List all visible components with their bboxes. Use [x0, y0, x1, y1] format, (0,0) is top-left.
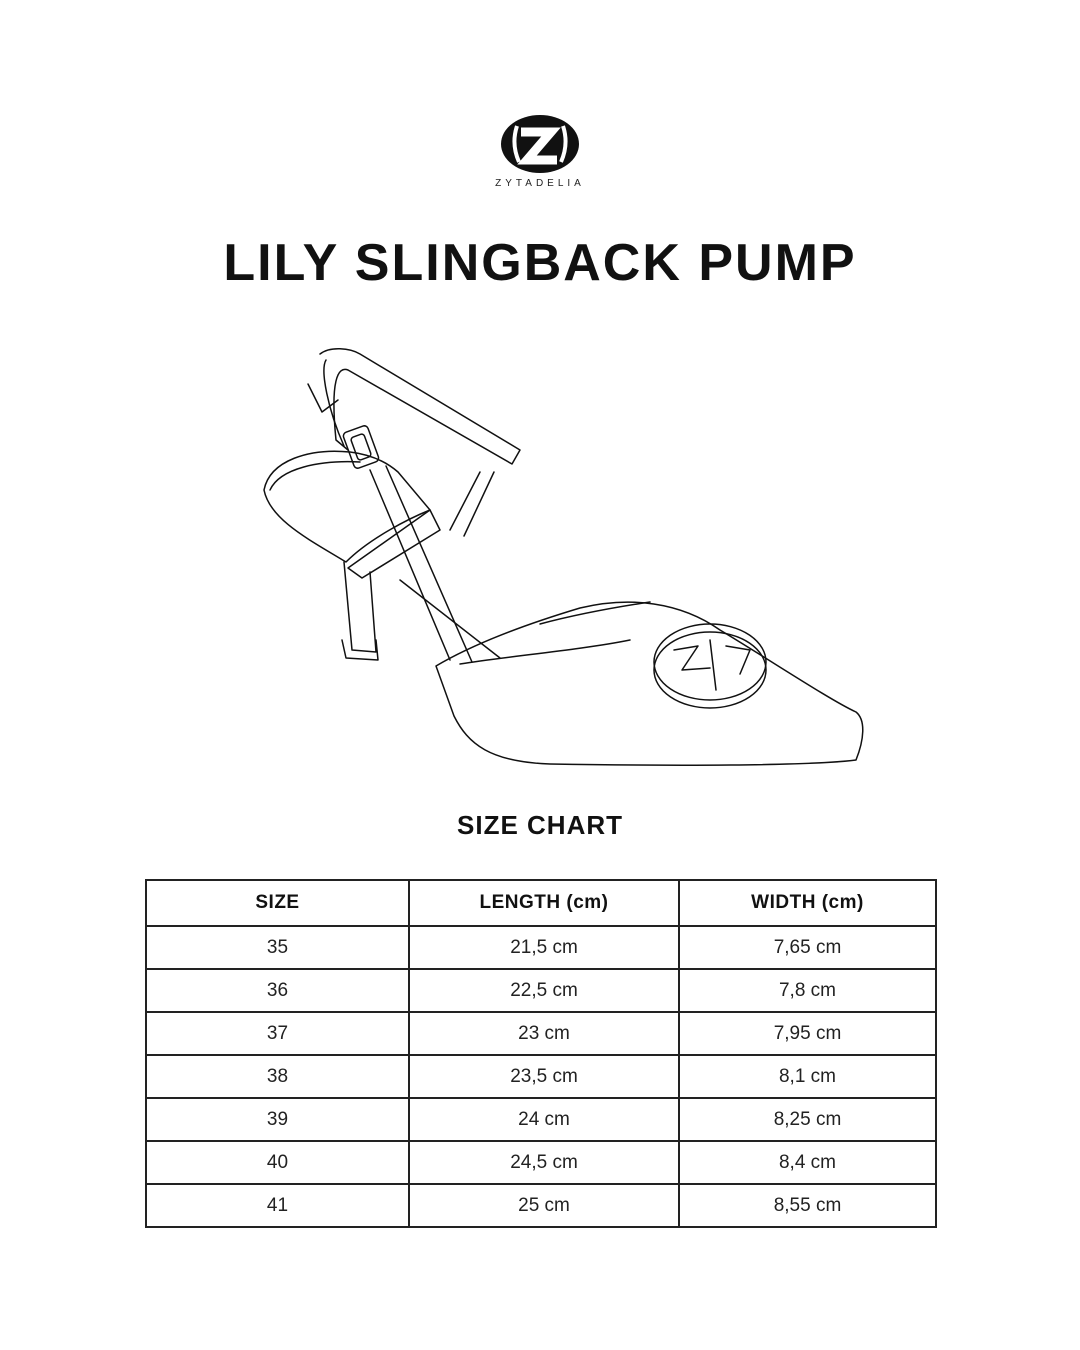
size-cell: 36	[146, 969, 409, 1012]
page-title: LILY SLINGBACK PUMP	[223, 234, 857, 292]
column-header-length: LENGTH (cm)	[409, 880, 679, 926]
shoe-illustration	[250, 340, 880, 780]
width-cell: 8,1 cm	[679, 1055, 936, 1098]
table-row	[146, 969, 936, 1012]
size-cell: 39	[146, 1098, 409, 1141]
table-row	[146, 1184, 936, 1227]
size-cell: 37	[146, 1012, 409, 1055]
table-row	[146, 1055, 936, 1098]
table-row	[146, 1012, 936, 1055]
column-header-width: WIDTH (cm)	[679, 880, 936, 926]
length-cell: 25 cm	[409, 1184, 679, 1227]
length-cell: 23 cm	[409, 1012, 679, 1055]
length-cell: 22,5 cm	[409, 969, 679, 1012]
width-cell: 8,25 cm	[679, 1098, 936, 1141]
size-cell: 38	[146, 1055, 409, 1098]
size-cell: 35	[146, 926, 409, 969]
width-cell: 7,8 cm	[679, 969, 936, 1012]
table-row	[146, 926, 936, 969]
column-header-size: SIZE	[146, 880, 409, 926]
table-header-row	[146, 880, 936, 926]
width-cell: 7,65 cm	[679, 926, 936, 969]
brand-logo	[497, 112, 583, 176]
size-cell: 40	[146, 1141, 409, 1184]
width-cell: 8,55 cm	[679, 1184, 936, 1227]
brand-name: ZYTADELIA	[495, 178, 585, 189]
length-cell: 24,5 cm	[409, 1141, 679, 1184]
length-cell: 23,5 cm	[409, 1055, 679, 1098]
length-cell: 21,5 cm	[409, 926, 679, 969]
width-cell: 8,4 cm	[679, 1141, 936, 1184]
length-cell: 24 cm	[409, 1098, 679, 1141]
table-row	[146, 1141, 936, 1184]
size-chart-heading: SIZE CHART	[457, 810, 623, 840]
width-cell: 7,95 cm	[679, 1012, 936, 1055]
size-cell: 41	[146, 1184, 409, 1227]
table-row	[146, 1098, 936, 1141]
size-chart-table	[145, 879, 937, 1228]
